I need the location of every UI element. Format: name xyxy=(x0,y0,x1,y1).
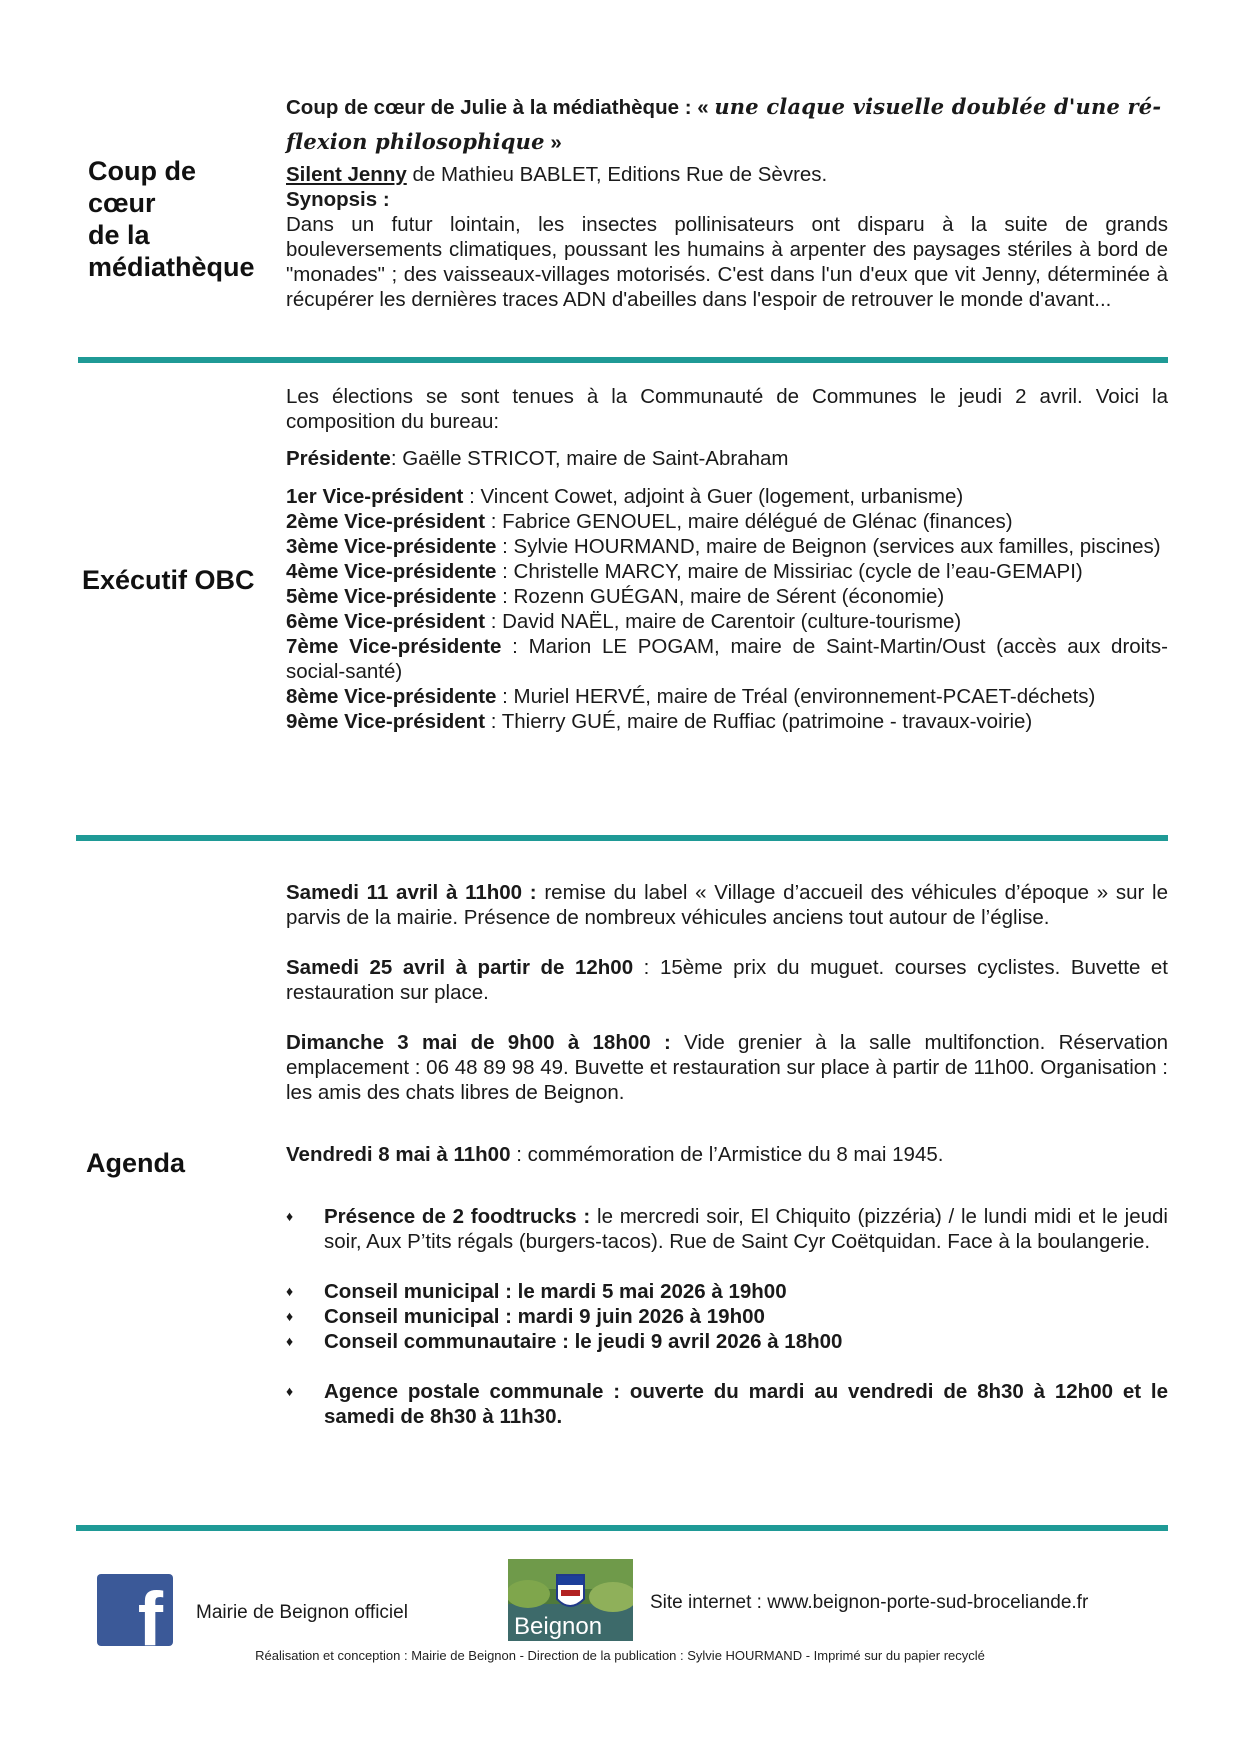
vice-item: 2ème Vice-président : Fabrice GENOUEL, maire délégué de Glénac (finances) xyxy=(286,510,1013,533)
agenda-content xyxy=(286,880,1168,1429)
section-label-coup-de-coeur: Coup de cœur de la médiathèque xyxy=(88,156,255,282)
beignon-logo xyxy=(508,1559,633,1641)
bullet-postal: ♦ Agence postale communale : ouverte du mardi au vendredi de 8h30 à 12h00 et le samedi de 8h30 à 11h30. xyxy=(286,1380,1168,1428)
website-link[interactable]: Site internet : www.beignon-porte-sud-broceliande.fr xyxy=(650,1592,1089,1613)
intro-quote-line1: une claque visuelle doublée d'une ré- xyxy=(714,94,1162,119)
logo-text: Beignon xyxy=(514,1613,603,1640)
vice-item: 3ème Vice-présidente : Sylvie HOURMAND, maire de Beignon (services aux familles, piscines) xyxy=(286,535,1161,558)
divider-3 xyxy=(76,1525,1168,1531)
executif-intro: Les élections se sont tenues à la Communauté de Communes le jeudi 2 avril. Voici la composition du bureau: xyxy=(286,385,1168,433)
vice-item: 6ème Vice-président : David NAËL, maire de Carentoir (culture-tourisme) xyxy=(286,610,962,633)
agenda-event: Samedi 11 avril à 11h00 : remise du label « Village d’accueil des véhicules d’époque » sur le parvis de la mairie. Présence de nombreux véhicules anciens tout autour de l’église. xyxy=(286,881,1169,929)
agenda-event: Dimanche 3 mai de 9h00 à 18h00 : Vide grenier à la salle multifonction. Réservation emplacement : 06 48 89 98 49. Buvette et restauration sur place à partir de 11h00. Organisation : les amis des chats libres de Beignon. xyxy=(286,1031,1168,1104)
divider-1 xyxy=(78,357,1168,363)
facebook-page-label[interactable]: Mairie de Beignon officiel xyxy=(196,1602,408,1623)
meetings-list xyxy=(286,1279,1168,1354)
section-label-executif: Exécutif OBC xyxy=(82,565,255,595)
intro-suffix: » xyxy=(544,131,562,154)
vice-item: 5ème Vice-présidente : Rozenn GUÉGAN, maire de Sérent (économie) xyxy=(286,585,945,608)
synopsis-text: Dans un futur lointain, les insectes pollinisateurs ont disparu à la suite de grands bouleversements climatiques, poussant les humains à arpenter des paysages stériles à bord de "monades" ; des vaisseaux-villages motorisés. C'est dans l'un d'eux que vit Jenny, déterminée à récupérer les dernières traces ADN d'abeilles dans l'espoir de retrouver le monde d'avant... xyxy=(286,213,1168,311)
vice-item: 1er Vice-président : Vincent Cowet, adjoint à Guer (logement, urbanisme) xyxy=(286,485,964,508)
synopsis-label: Synopsis : xyxy=(286,188,390,211)
diamond-bullet-icon: ♦ xyxy=(286,1383,294,1399)
diamond-bullet-icon: ♦ xyxy=(286,1283,294,1299)
president-role: Présidente xyxy=(286,447,391,470)
bullet-foodtrucks: ♦ Présence de 2 foodtrucks : le mercredi soir, El Chiquito (pizzéria) / le lundi midi et le jeudi soir, Aux P’tits régals (burgers-tacos). Rue de Saint Cyr Coëtquidan. Face à la boulangerie. xyxy=(286,1205,1168,1253)
vice-item: 4ème Vice-présidente : Christelle MARCY, maire de Missiriac (cycle de l’eau-GEMAPI) xyxy=(286,560,1083,583)
facebook-icon[interactable]: f xyxy=(97,1574,173,1646)
bullet-meeting: ♦ Conseil municipal : le mardi 5 mai 2026 à 19h00 xyxy=(286,1280,787,1303)
book-title: Silent Jenny xyxy=(286,163,407,186)
bullet-meeting: ♦ Conseil municipal : mardi 9 juin 2026 à 19h00 xyxy=(286,1305,765,1328)
divider-2 xyxy=(76,835,1168,841)
president-text: : Gaëlle STRICOT, maire de Saint-Abraham xyxy=(390,447,789,470)
agenda-event: Samedi 25 avril à partir de 12h00 : 15ème prix du muguet. courses cyclistes. Buvette et restauration sur place. xyxy=(286,956,1169,1004)
bullet-meeting: ♦ Conseil communautaire : le jeudi 9 avril 2026 à 18h00 xyxy=(286,1330,843,1353)
diamond-bullet-icon: ♦ xyxy=(286,1208,294,1224)
diamond-bullet-icon: ♦ xyxy=(286,1333,294,1349)
credit-line: Réalisation et conception : Mairie de Beignon - Direction de la publication : Sylvie HOURMAND - Imprimé sur du papier recyclé xyxy=(255,1648,985,1663)
coup-de-coeur-content xyxy=(286,88,1168,312)
vice-item: 8ème Vice-présidente : Muriel HERVÉ, maire de Tréal (environnement-PCAET-déchets) xyxy=(286,685,1096,708)
intro-quote-line2: flexion philosophique xyxy=(286,129,545,154)
agenda-event: Vendredi 8 mai à 11h00 : commémoration de l’Armistice du 8 mai 1945. xyxy=(286,1143,944,1166)
diamond-bullet-icon: ♦ xyxy=(286,1308,294,1324)
intro-prefix: Coup de cœur de Julie à la médiathèque : « xyxy=(286,96,715,119)
vice-list xyxy=(286,484,1168,734)
vice-item: 7ème Vice-présidente : Marion LE POGAM, maire de Saint-Martin/Oust (accès aux droits-social-santé) xyxy=(286,635,1168,683)
executif-content xyxy=(286,384,1168,734)
book-info: de Mathieu BABLET, Editions Rue de Sèvres. xyxy=(406,163,828,186)
vice-item: 9ème Vice-président : Thierry GUÉ, maire de Ruffiac (patrimoine - travaux-voirie) xyxy=(286,710,1033,733)
section-label-agenda: Agenda xyxy=(86,1148,186,1178)
